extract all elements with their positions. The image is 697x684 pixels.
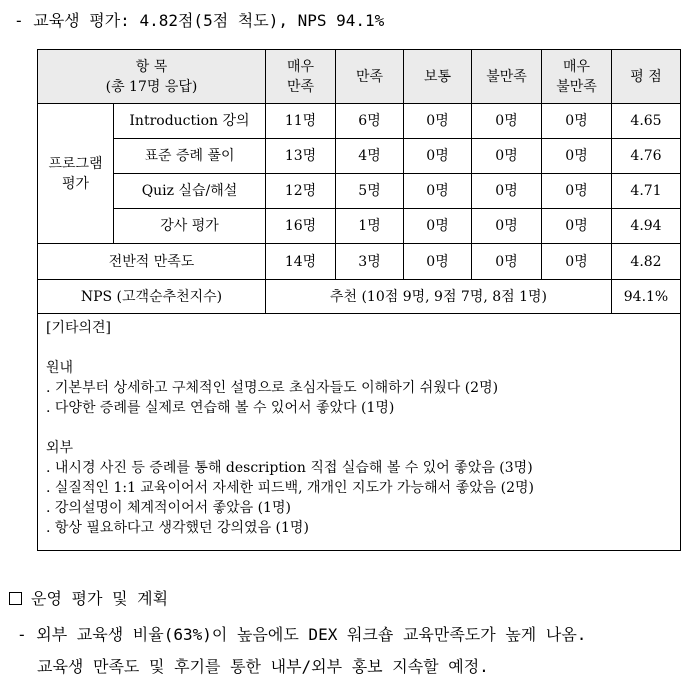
cell-neutral: 0명 xyxy=(404,104,472,139)
cell-score: 4.71 xyxy=(612,174,681,209)
nps-score: 94.1% xyxy=(612,280,681,314)
nps-label: NPS (고객순추천지수) xyxy=(38,280,266,314)
table-header-row xyxy=(38,50,681,104)
cell-satisfied: 3명 xyxy=(336,244,404,280)
table-row xyxy=(38,209,681,244)
section-title xyxy=(9,586,168,609)
row-label: Quiz 실습/해설 xyxy=(114,174,266,209)
comment-item: . 강의설명이 체계적이어서 좋았음 (1명) xyxy=(46,500,291,516)
evaluation-summary-heading: - 교육생 평가: 4.82점(5점 척도), NPS 94.1% xyxy=(14,11,385,30)
comment-item: . 항상 필요하다고 생각했던 강의였음 (1명) xyxy=(46,520,309,536)
table-row xyxy=(38,104,681,139)
cell-dissatisfied: 0명 xyxy=(472,139,542,174)
header-score: 평 점 xyxy=(612,50,681,104)
comment-item: . 내시경 사진 등 증례를 통해 description 직접 실습해 볼 수 있어 좋았음 (3명) xyxy=(46,460,533,476)
cell-very-dissatisfied: 0명 xyxy=(542,174,612,209)
header-neutral: 보통 xyxy=(404,50,472,104)
cell-neutral: 0명 xyxy=(404,174,472,209)
row-label: Introduction 강의 xyxy=(114,104,266,139)
nps-row xyxy=(38,280,681,314)
overall-satisfaction-row xyxy=(38,244,681,280)
comment-item: . 기본부터 상세하고 구체적인 설명으로 초심자들도 이해하기 쉬웠다 (2명) xyxy=(46,380,499,396)
cell-score: 4.94 xyxy=(612,209,681,244)
cell-very-satisfied: 13명 xyxy=(266,139,336,174)
comments-cell xyxy=(38,314,681,551)
cell-score: 4.65 xyxy=(612,104,681,139)
cell-dissatisfied: 0명 xyxy=(472,244,542,280)
row-label: 표준 증례 풀이 xyxy=(114,139,266,174)
cell-neutral: 0명 xyxy=(404,209,472,244)
header-very-dissatisfied: 매우 불만족 xyxy=(542,50,612,104)
comment-item: . 실질적인 1:1 교육이어서 자세한 피드백, 개개인 지도가 가능해서 좋았음 (2명) xyxy=(46,480,534,496)
comments-row xyxy=(38,314,681,551)
cell-very-satisfied: 16명 xyxy=(266,209,336,244)
cell-neutral: 0명 xyxy=(404,139,472,174)
cell-very-dissatisfied: 0명 xyxy=(542,104,612,139)
cell-very-dissatisfied: 0명 xyxy=(542,209,612,244)
header-dissatisfied: 불만족 xyxy=(472,50,542,104)
cell-satisfied: 4명 xyxy=(336,139,404,174)
cell-dissatisfied: 0명 xyxy=(472,174,542,209)
cell-satisfied: 5명 xyxy=(336,174,404,209)
row-label: 강사 평가 xyxy=(114,209,266,244)
checkbox-square-icon xyxy=(9,592,22,605)
cell-neutral: 0명 xyxy=(404,244,472,280)
header-satisfied: 만족 xyxy=(336,50,404,104)
header-very-satisfied: 매우 만족 xyxy=(266,50,336,104)
comments-title: [기타의견] xyxy=(46,320,112,336)
cell-very-dissatisfied: 0명 xyxy=(542,139,612,174)
cell-very-satisfied: 11명 xyxy=(266,104,336,139)
section-title-text: 운영 평가 및 계획 xyxy=(31,589,169,608)
plan-bullet: - 외부 교육생 비율(63%)이 높음에도 DEX 워크숍 교육만족도가 높게 나옴. xyxy=(17,625,587,644)
program-group-label: 프로그램 평가 xyxy=(38,104,114,244)
cell-very-satisfied: 12명 xyxy=(266,174,336,209)
header-item-label: 항 목 xyxy=(135,58,168,75)
external-comments-title: 외부 xyxy=(46,440,74,456)
header-respondent-count: (총 17명 응답) xyxy=(105,78,198,95)
table-row xyxy=(38,174,681,209)
cell-score: 4.82 xyxy=(612,244,681,280)
nps-detail: 추천 (10점 9명, 9점 7명, 8점 1명) xyxy=(266,280,612,314)
row-label: 전반적 만족도 xyxy=(38,244,266,280)
cell-dissatisfied: 0명 xyxy=(472,209,542,244)
satisfaction-survey-table xyxy=(37,49,681,551)
cell-satisfied: 6명 xyxy=(336,104,404,139)
table-row xyxy=(38,139,681,174)
cell-very-satisfied: 14명 xyxy=(266,244,336,280)
comment-item: . 다양한 증례를 실제로 연습해 볼 수 있어서 좋았다 (1명) xyxy=(46,400,395,416)
cell-dissatisfied: 0명 xyxy=(472,104,542,139)
internal-comments-title: 원내 xyxy=(46,360,74,376)
cell-very-dissatisfied: 0명 xyxy=(542,244,612,280)
header-item xyxy=(38,50,266,104)
cell-satisfied: 1명 xyxy=(336,209,404,244)
plan-bullet-continued: 교육생 만족도 및 후기를 통한 내부/외부 홍보 지속할 예정. xyxy=(37,657,489,676)
cell-score: 4.76 xyxy=(612,139,681,174)
